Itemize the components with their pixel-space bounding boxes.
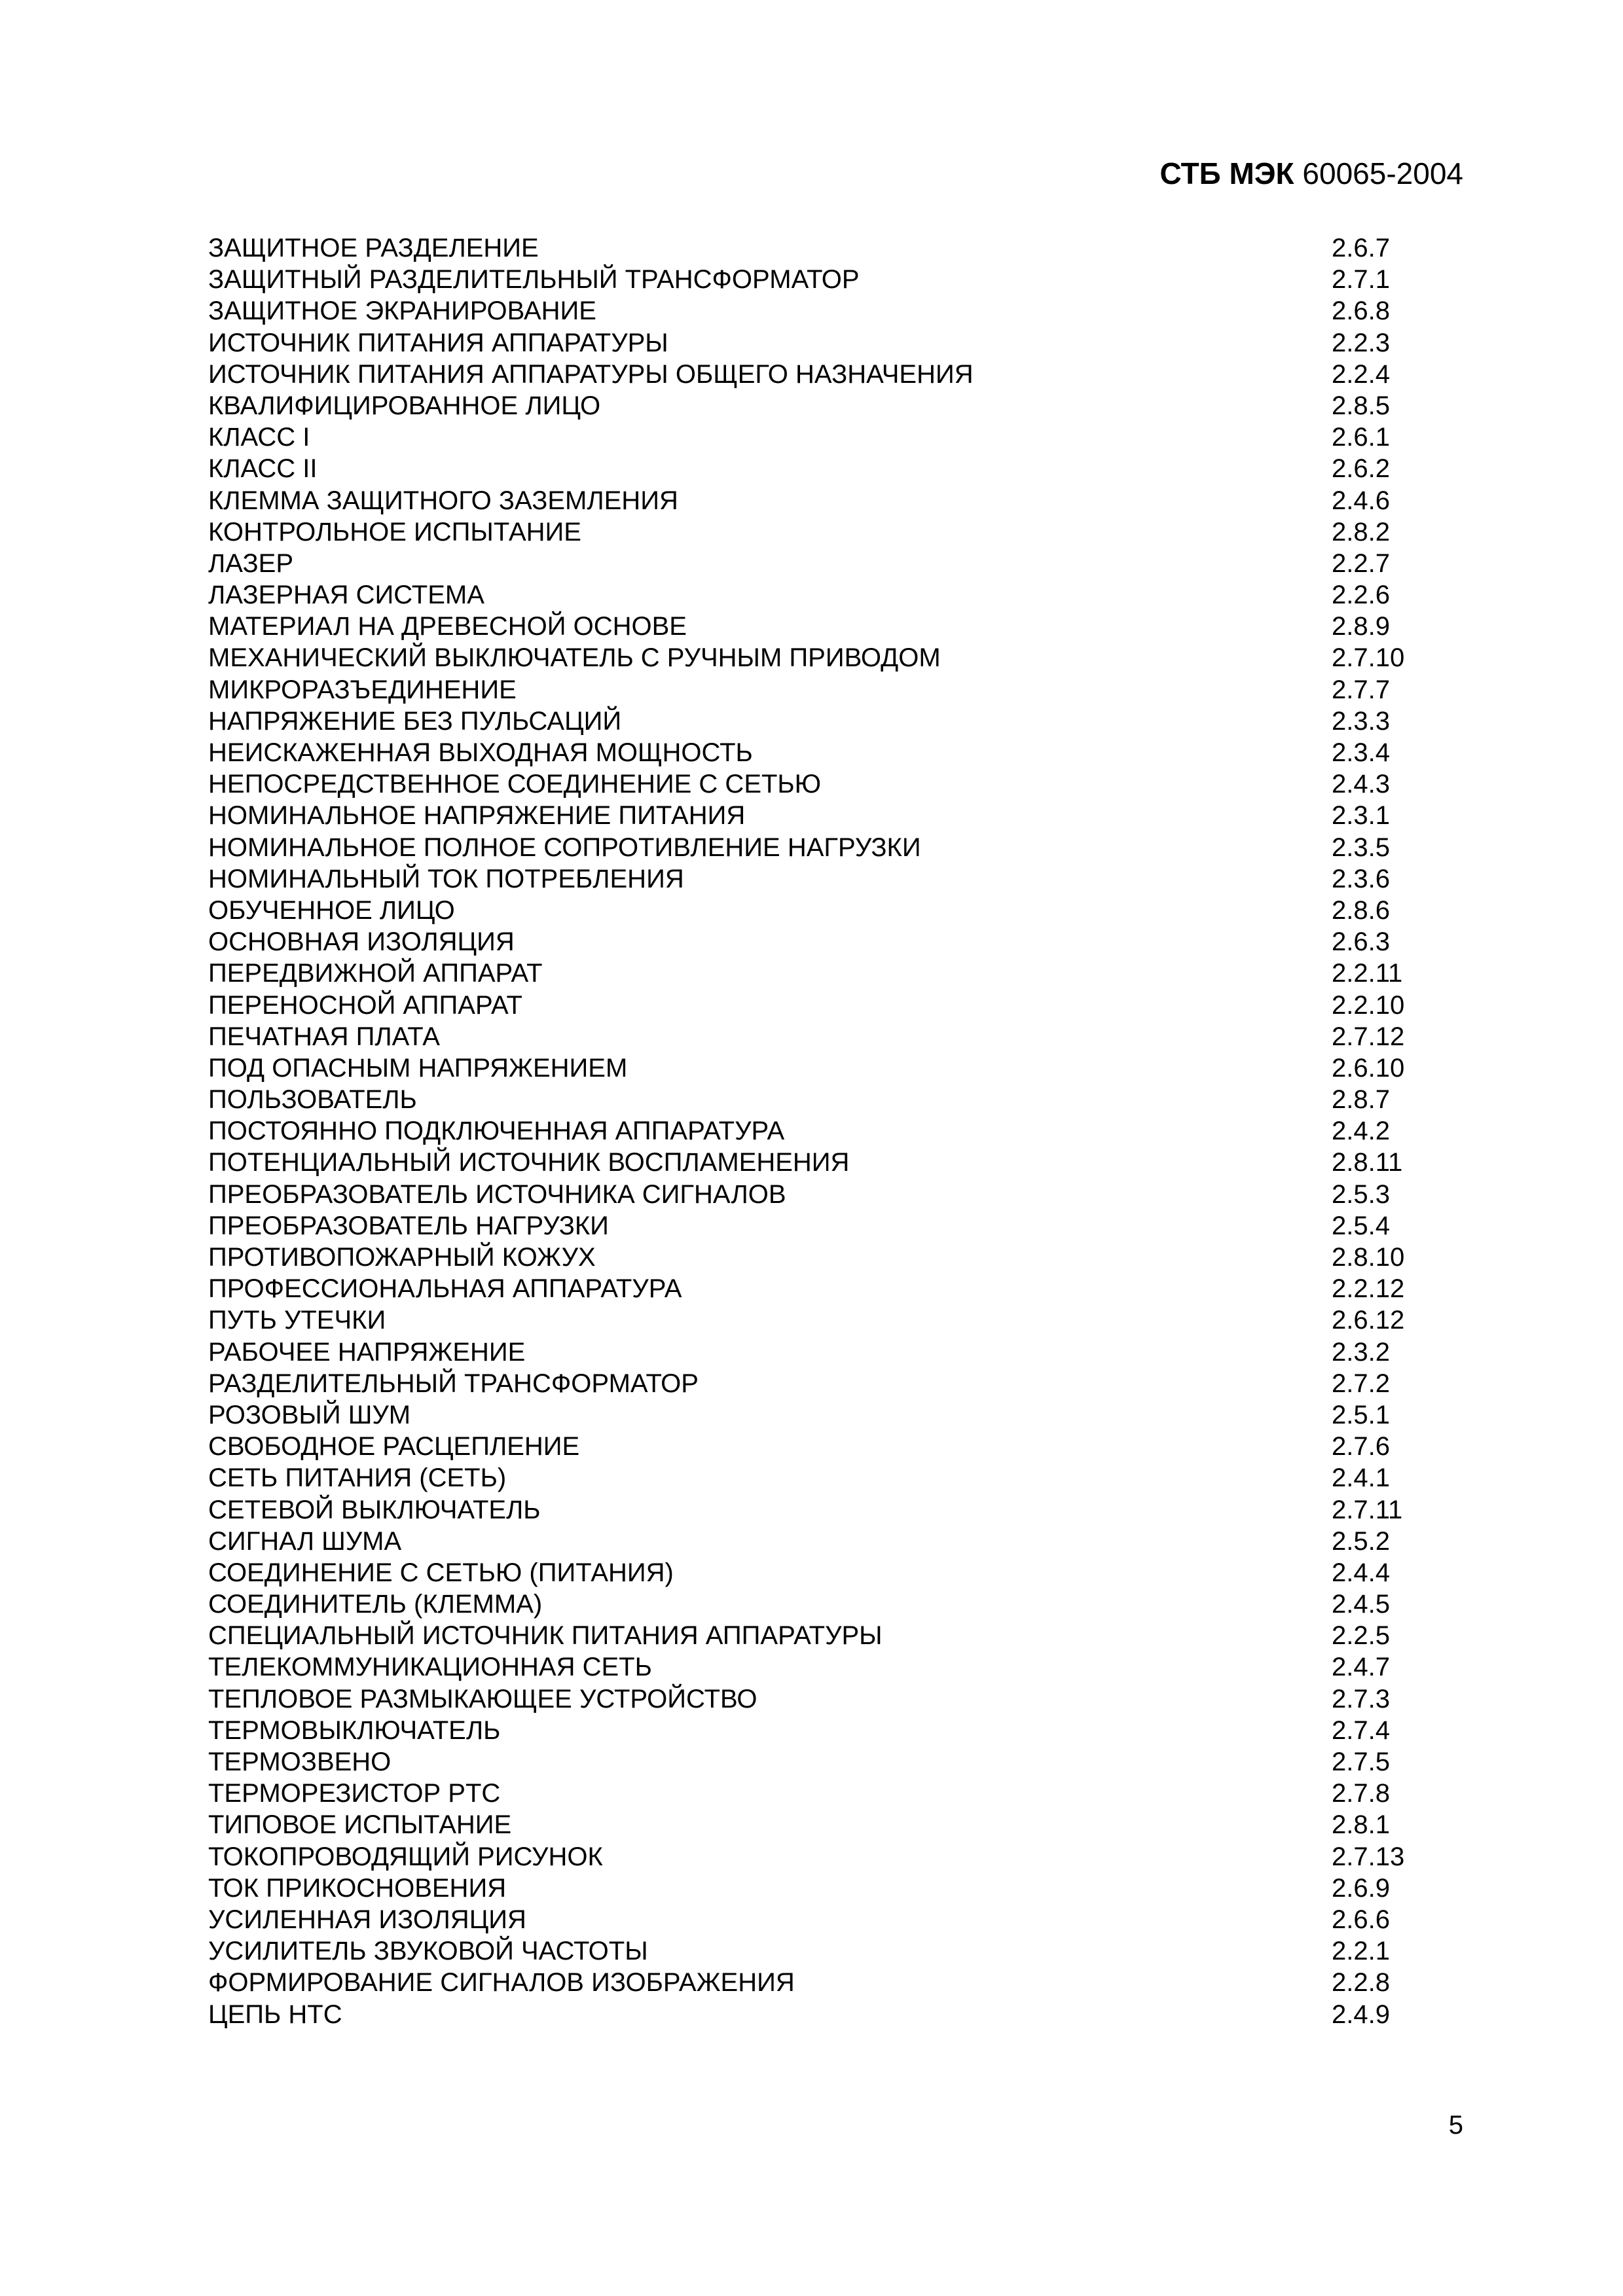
- term-ref: 2.6.12: [1332, 1306, 1405, 1335]
- term-row: [208, 768, 1452, 800]
- term-ref: 2.4.5: [1332, 1590, 1390, 1619]
- term-ref: 2.8.9: [1332, 612, 1390, 641]
- term-row: [208, 1935, 1452, 1967]
- term-row: [208, 1273, 1452, 1304]
- term-row: [208, 1904, 1452, 1935]
- term-ref: 2.6.2: [1332, 454, 1390, 484]
- term-row: [208, 642, 1452, 673]
- term-ref: 2.3.5: [1332, 833, 1390, 862]
- term-name: УСИЛИТЕЛЬ ЗВУКОВОЙ ЧАСТОТЫ: [208, 1937, 648, 1966]
- term-ref: 2.2.1: [1332, 1937, 1390, 1966]
- term-ref: 2.3.1: [1332, 801, 1390, 831]
- term-ref: 2.7.2: [1332, 1369, 1390, 1398]
- term-row: [208, 958, 1452, 989]
- term-row: [208, 1052, 1452, 1084]
- term-ref: 2.7.4: [1332, 1715, 1390, 1745]
- term-row: [208, 1588, 1452, 1620]
- term-name: ЛАЗЕРНАЯ СИСТЕМА: [208, 581, 484, 610]
- term-ref: 2.8.6: [1332, 895, 1390, 925]
- term-name: ПУТЬ УТЕЧКИ: [208, 1306, 386, 1335]
- term-ref: 2.7.11: [1332, 1495, 1403, 1524]
- term-name: НЕИСКАЖЕННАЯ ВЫХОДНАЯ МОЩНОСТЬ: [208, 738, 753, 767]
- term-row: [208, 926, 1452, 958]
- term-name: ИСТОЧНИК ПИТАНИЯ АППАРАТУРЫ: [208, 328, 668, 357]
- term-name: ФОРМИРОВАНИЕ СИГНАЛОВ ИЗОБРАЖЕНИЯ: [208, 1968, 795, 1998]
- term-name: ТЕРМОВЫКЛЮЧАТЕЛЬ: [208, 1715, 501, 1745]
- term-row: [208, 1873, 1452, 1904]
- term-row: [208, 1526, 1452, 1557]
- term-row: [208, 1778, 1452, 1809]
- term-name: ТОКОПРОВОДЯЩИЙ РИСУНОК: [208, 1842, 603, 1871]
- term-name: НЕПОСРЕДСТВЕННОЕ СОЕДИНЕНИЕ С СЕТЬЮ: [208, 770, 822, 799]
- term-name: СОЕДИНЕНИЕ С СЕТЬЮ (ПИТАНИЯ): [208, 1558, 674, 1587]
- term-row: [208, 422, 1452, 453]
- term-row: [208, 359, 1452, 390]
- term-ref: 2.6.8: [1332, 296, 1390, 326]
- term-ref: 2.6.6: [1332, 1905, 1390, 1934]
- term-row: [208, 895, 1452, 926]
- term-ref: 2.2.4: [1332, 359, 1390, 389]
- term-name: КОНТРОЛЬНОЕ ИСПЫТАНИЕ: [208, 517, 581, 547]
- term-ref: 2.6.1: [1332, 423, 1390, 452]
- term-row: [208, 485, 1452, 516]
- term-ref: 2.7.3: [1332, 1684, 1390, 1713]
- term-ref: 2.2.7: [1332, 548, 1390, 578]
- term-name: ОБУЧЕННОЕ ЛИЦО: [208, 895, 455, 925]
- term-name: ПРЕОБРАЗОВАТЕЛЬ НАГРУЗКИ: [208, 1211, 609, 1240]
- term-row: [208, 1115, 1452, 1147]
- term-row: [208, 1179, 1452, 1210]
- term-row: [208, 611, 1452, 642]
- term-row: [208, 737, 1452, 768]
- term-ref: 2.2.11: [1332, 959, 1403, 988]
- term-ref: 2.2.10: [1332, 990, 1405, 1020]
- term-name: СПЕЦИАЛЬНЫЙ ИСТОЧНИК ПИТАНИЯ АППАРАТУРЫ: [208, 1621, 883, 1651]
- term-name: ТЕРМОЗВЕНО: [208, 1748, 392, 1776]
- term-row: [208, 1021, 1452, 1052]
- term-row: [208, 548, 1452, 579]
- term-ref: 2.8.7: [1332, 1085, 1390, 1115]
- term-ref: 2.7.5: [1332, 1748, 1390, 1776]
- term-name: СОЕДИНИТЕЛЬ (КЛЕММА): [208, 1590, 543, 1619]
- term-ref: 2.8.2: [1332, 517, 1390, 547]
- term-row: [208, 674, 1452, 706]
- term-name: ЗАЩИТНЫЙ РАЗДЕЛИТЕЛЬНЫЙ ТРАНСФОРМАТОР: [208, 265, 860, 295]
- term-ref: 2.7.10: [1332, 643, 1405, 673]
- term-name: ПЕЧАТНАЯ ПЛАТА: [208, 1022, 440, 1051]
- term-name: ТИПОВОЕ ИСПЫТАНИЕ: [208, 1810, 512, 1840]
- term-ref: 2.2.6: [1332, 581, 1390, 610]
- term-row: [208, 1746, 1452, 1778]
- term-ref: 2.6.3: [1332, 927, 1390, 957]
- term-row: [208, 706, 1452, 737]
- term-name: ТЕЛЕКОММУНИКАЦИОННАЯ СЕТЬ: [208, 1653, 652, 1682]
- term-name: СИГНАЛ ШУМА: [208, 1526, 402, 1556]
- term-row: [208, 1084, 1452, 1115]
- term-name: НАПРЯЖЕНИЕ БЕЗ ПУЛЬСАЦИЙ: [208, 706, 622, 736]
- term-name: НОМИНАЛЬНЫЙ ТОК ПОТРЕБЛЕНИЯ: [208, 864, 684, 893]
- term-ref: 2.5.1: [1332, 1400, 1390, 1429]
- term-name: ПЕРЕНОСНОЙ АППАРАТ: [208, 990, 522, 1020]
- term-ref: 2.8.1: [1332, 1810, 1390, 1840]
- term-name: НОМИНАЛЬНОЕ ПОЛНОЕ СОПРОТИВЛЕНИЕ НАГРУЗКИ: [208, 833, 921, 862]
- term-row: [208, 1841, 1452, 1873]
- term-ref: 2.4.2: [1332, 1117, 1390, 1146]
- term-row: [208, 832, 1452, 863]
- term-name: ТОК ПРИКОСНОВЕНИЯ: [208, 1873, 507, 1903]
- term-name: ИСТОЧНИК ПИТАНИЯ АППАРАТУРЫ ОБЩЕГО НАЗНАЧЕНИЯ: [208, 359, 974, 389]
- term-ref: 2.7.7: [1332, 675, 1390, 704]
- term-index-list: [208, 232, 1452, 2030]
- term-name: РОЗОВЫЙ ШУМ: [208, 1400, 411, 1429]
- term-row: [208, 1967, 1452, 1998]
- term-ref: 2.2.5: [1332, 1621, 1390, 1651]
- term-row: [208, 1557, 1452, 1588]
- term-name: СЕТЬ ПИТАНИЯ (СЕТЬ): [208, 1463, 507, 1493]
- term-name: ПОД ОПАСНЫМ НАПРЯЖЕНИЕМ: [208, 1053, 628, 1083]
- term-name: ПЕРЕДВИЖНОЙ АППАРАТ: [208, 959, 543, 988]
- term-row: [208, 516, 1452, 548]
- term-name: ТЕПЛОВОЕ РАЗМЫКАЮЩЕЕ УСТРОЙСТВО: [208, 1684, 757, 1713]
- term-ref: 2.4.9: [1332, 2000, 1390, 2029]
- term-ref: 2.4.1: [1332, 1463, 1390, 1493]
- term-name: НОМИНАЛЬНОЕ НАПРЯЖЕНИЕ ПИТАНИЯ: [208, 801, 746, 831]
- term-name: ЦЕПЬ НТС: [208, 2000, 342, 2029]
- term-ref: 2.7.13: [1332, 1842, 1405, 1871]
- term-ref: 2.8.11: [1332, 1148, 1403, 1177]
- term-row: [208, 1304, 1452, 1336]
- term-row: [208, 1210, 1452, 1242]
- term-ref: 2.8.10: [1332, 1243, 1405, 1272]
- term-row: [208, 1431, 1452, 1462]
- term-ref: 2.3.2: [1332, 1337, 1390, 1367]
- term-name: МАТЕРИАЛ НА ДРЕВЕСНОЙ ОСНОВЕ: [208, 612, 687, 641]
- term-name: КЛАСС I: [208, 423, 310, 452]
- term-name: КВАЛИФИЦИРОВАННОЕ ЛИЦО: [208, 391, 601, 420]
- standard-number: 60065-2004: [1302, 156, 1463, 190]
- term-row: [208, 1683, 1452, 1715]
- term-row: [208, 390, 1452, 422]
- term-row: [208, 1462, 1452, 1494]
- term-row: [208, 1147, 1452, 1178]
- standard-code: СТБ МЭК: [1159, 156, 1294, 190]
- term-name: РАБОЧЕЕ НАПРЯЖЕНИЕ: [208, 1337, 526, 1367]
- term-row: [208, 1399, 1452, 1431]
- term-row: [208, 232, 1452, 264]
- term-ref: 2.6.10: [1332, 1053, 1405, 1083]
- term-row: [208, 990, 1452, 1021]
- term-name: СВОБОДНОЕ РАСЦЕПЛЕНИЕ: [208, 1432, 580, 1462]
- term-ref: 2.4.4: [1332, 1558, 1390, 1587]
- term-ref: 2.6.7: [1332, 234, 1390, 262]
- term-name: СЕТЕВОЙ ВЫКЛЮЧАТЕЛЬ: [208, 1495, 541, 1524]
- term-ref: 2.2.12: [1332, 1274, 1405, 1304]
- term-row: [208, 1715, 1452, 1746]
- term-row: [208, 1242, 1452, 1273]
- term-name: ТЕРМОРЕЗИСТОР PTC: [208, 1779, 501, 1808]
- page-header: [1160, 156, 1464, 191]
- term-name: ОСНОВНАЯ ИЗОЛЯЦИЯ: [208, 927, 515, 957]
- term-row: [208, 453, 1452, 484]
- term-ref: 2.7.1: [1332, 265, 1390, 295]
- term-ref: 2.8.5: [1332, 391, 1390, 420]
- term-name: ЛАЗЕР: [208, 548, 293, 578]
- term-ref: 2.7.8: [1332, 1779, 1390, 1808]
- term-name: УСИЛЕННАЯ ИЗОЛЯЦИЯ: [208, 1905, 526, 1934]
- term-name: ПОТЕНЦИАЛЬНЫЙ ИСТОЧНИК ВОСПЛАМЕНЕНИЯ: [208, 1148, 850, 1177]
- term-name: КЛЕММА ЗАЩИТНОГО ЗАЗЕМЛЕНИЯ: [208, 486, 678, 515]
- term-ref: 2.4.3: [1332, 770, 1390, 799]
- term-row: [208, 327, 1452, 359]
- term-name: ПРОФЕССИОНАЛЬНАЯ АППАРАТУРА: [208, 1274, 682, 1304]
- term-row: [208, 1999, 1452, 2030]
- term-name: КЛАСС II: [208, 454, 318, 484]
- term-ref: 2.7.12: [1332, 1022, 1405, 1051]
- term-row: [208, 863, 1452, 895]
- term-ref: 2.3.6: [1332, 864, 1390, 893]
- term-ref: 2.3.4: [1332, 738, 1390, 767]
- term-ref: 2.7.6: [1332, 1432, 1390, 1462]
- term-name: РАЗДЕЛИТЕЛЬНЫЙ ТРАНСФОРМАТОР: [208, 1369, 699, 1398]
- term-row: [208, 1809, 1452, 1840]
- term-row: [208, 1336, 1452, 1368]
- term-ref: 2.5.3: [1332, 1179, 1390, 1209]
- term-ref: 2.5.2: [1332, 1526, 1390, 1556]
- term-ref: 2.4.7: [1332, 1653, 1390, 1682]
- term-row: [208, 579, 1452, 611]
- term-name: ПОСТОЯННО ПОДКЛЮЧЕННАЯ АППАРАТУРА: [208, 1117, 785, 1146]
- term-ref: 2.2.8: [1332, 1968, 1390, 1998]
- term-name: ЗАЩИТНОЕ РАЗДЕЛЕНИЕ: [208, 234, 539, 262]
- term-ref: 2.5.4: [1332, 1211, 1390, 1240]
- term-name: МИКРОРАЗЪЕДИНЕНИЕ: [208, 675, 517, 704]
- term-row: [208, 1368, 1452, 1399]
- term-row: [208, 295, 1452, 327]
- term-name: ПРОТИВОПОЖАРНЫЙ КОЖУХ: [208, 1243, 596, 1272]
- term-row: [208, 264, 1452, 295]
- term-row: [208, 1494, 1452, 1526]
- term-ref: 2.3.3: [1332, 706, 1390, 736]
- term-name: МЕХАНИЧЕСКИЙ ВЫКЛЮЧАТЕЛЬ С РУЧНЫМ ПРИВОДОМ: [208, 643, 941, 673]
- term-ref: 2.6.9: [1332, 1873, 1390, 1903]
- term-ref: 2.4.6: [1332, 486, 1390, 515]
- term-ref: 2.2.3: [1332, 328, 1390, 357]
- term-row: [208, 800, 1452, 831]
- term-name: ЗАЩИТНОЕ ЭКРАНИРОВАНИЕ: [208, 296, 596, 326]
- page-number: 5: [1448, 2111, 1463, 2140]
- term-name: ПОЛЬЗОВАТЕЛЬ: [208, 1085, 417, 1115]
- term-name: ПРЕОБРАЗОВАТЕЛЬ ИСТОЧНИКА СИГНАЛОВ: [208, 1179, 786, 1209]
- term-row: [208, 1651, 1452, 1683]
- term-row: [208, 1620, 1452, 1651]
